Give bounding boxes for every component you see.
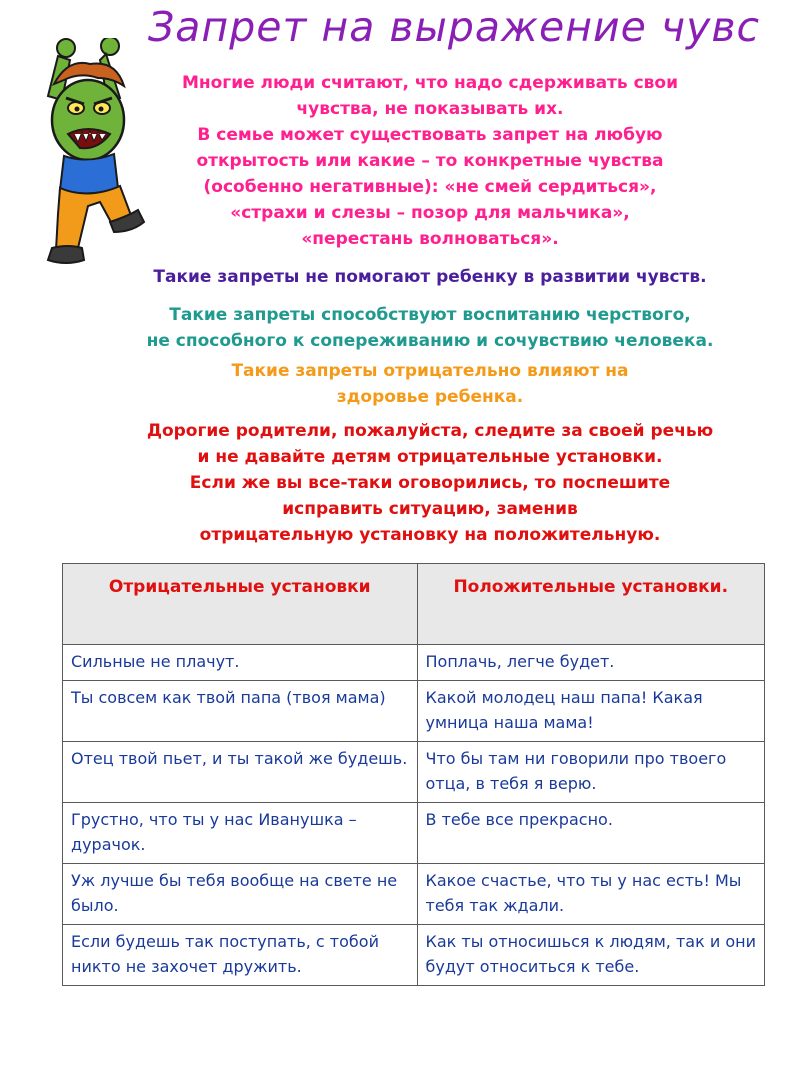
settings-table xyxy=(62,563,765,986)
header-positive: Положительные установки. xyxy=(417,564,765,645)
text-line: не способного к сопереживанию и сочувствию человека. xyxy=(146,331,714,351)
table-row xyxy=(63,681,765,742)
text-line: «страхи и слезы – позор для мальчика», xyxy=(230,203,630,223)
text-line: здоровье ребенка. xyxy=(336,387,524,407)
intro-paragraph xyxy=(60,70,800,252)
table-row xyxy=(63,864,765,925)
parents-advice-paragraph xyxy=(60,418,800,548)
text-line: Такие запреты отрицательно влияют на xyxy=(231,361,629,381)
text-line: Многие люди считают, что надо сдерживать свои xyxy=(181,73,679,93)
table-row xyxy=(63,742,765,803)
negative-cell: Сильные не плачут. xyxy=(63,645,418,681)
text-line: чувства, не показывать их. xyxy=(296,99,564,119)
page-title: Запрет на выражение чувс xyxy=(148,3,761,51)
text-line: Такие запреты не помогают ребенку в развитии чувств. xyxy=(153,267,707,287)
text-line: и не давайте детям отрицательные установки. xyxy=(197,447,663,467)
text-line: Если же вы все-таки оговорились, то поспешите xyxy=(189,473,671,493)
negative-cell: Отец твой пьет, и ты такой же будешь. xyxy=(63,742,418,803)
table-row xyxy=(63,803,765,864)
text-line: исправить ситуацию, заменив xyxy=(282,499,578,519)
text-line: Такие запреты способствуют воспитанию черствого, xyxy=(169,305,691,325)
positive-cell: Что бы там ни говорили про твоего отца, в тебя я верю. xyxy=(417,742,765,803)
positive-cell: В тебе все прекрасно. xyxy=(417,803,765,864)
positive-cell: Поплачь, легче будет. xyxy=(417,645,765,681)
header-negative: Отрицательные установки xyxy=(63,564,418,645)
negative-cell: Если будешь так поступать, с тобой никто не захочет дружить. xyxy=(63,925,418,986)
text-line: открытость или какие – то конкретные чувства xyxy=(196,151,664,171)
positive-cell: Какое счастье, что ты у нас есть! Мы тебя так ждали. xyxy=(417,864,765,925)
development-paragraph xyxy=(60,264,800,290)
positive-cell: Как ты относишься к людям, так и они будут относиться к тебе. xyxy=(417,925,765,986)
text-line: отрицательную установку на положительную. xyxy=(199,525,661,545)
table-row xyxy=(63,925,765,986)
negative-cell: Ты совсем как твой папа (твоя мама) xyxy=(63,681,418,742)
callousness-paragraph xyxy=(60,302,800,354)
table-header-row xyxy=(63,564,765,645)
text-line: В семье может существовать запрет на любую xyxy=(197,125,663,145)
text-line: «перестань волноваться». xyxy=(301,229,559,249)
positive-cell: Какой молодец наш папа! Какая умница наша мама! xyxy=(417,681,765,742)
text-line: Дорогие родители, пожалуйста, следите за своей речью xyxy=(146,421,714,441)
table-row xyxy=(63,645,765,681)
health-paragraph xyxy=(60,358,800,410)
negative-cell: Грустно, что ты у нас Иванушка – дурачок. xyxy=(63,803,418,864)
negative-cell: Уж лучше бы тебя вообще на свете не было. xyxy=(63,864,418,925)
text-line: (особенно негативные): «не смей сердиться», xyxy=(203,177,657,197)
